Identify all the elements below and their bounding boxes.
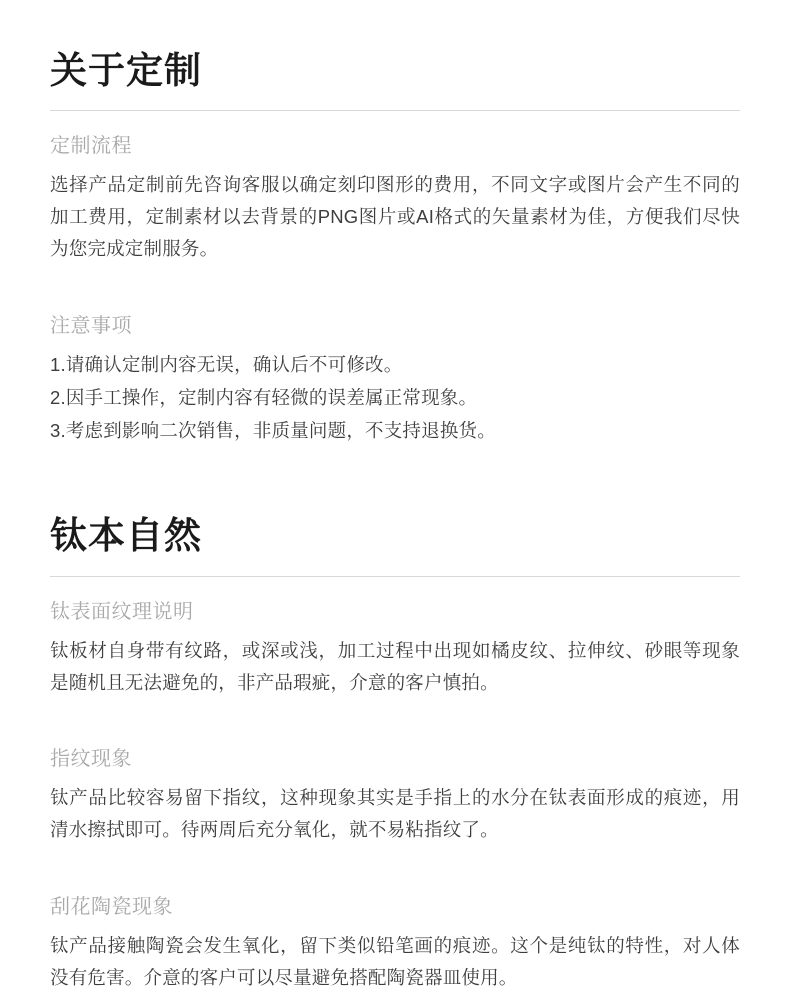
block-fingerprint: [50, 746, 740, 846]
section-about-customization: [50, 48, 740, 447]
block-ceramic-scratch: [50, 894, 740, 994]
paragraph-text: 选择产品定制前先咨询客服以确定刻印图形的费用，不同文字或图片会产生不同的加工费用，定制素材以去背景的PNG图片或AI格式的矢量素材为佳，方便我们尽快为您完成定制服务。: [50, 174, 740, 259]
list-item: 1.请确认定制内容无误，确认后不可修改。: [50, 353, 403, 375]
page-title: 关于定制: [50, 50, 202, 91]
subsection-title: 刮花陶瓷现象: [50, 895, 173, 918]
paragraph-text: 钛板材自身带有纹路，或深或浅，加工过程中出现如橘皮纹、拉伸纹、砂眼等现象是随机且无法避免的，非产品瑕疵，介意的客户慎拍。: [50, 639, 740, 693]
list-item: 2.因手工操作，定制内容有轻微的误差属正常现象。: [50, 386, 478, 408]
spacer: [50, 287, 740, 313]
block-customization-process: [50, 133, 740, 264]
spacer: [50, 868, 740, 894]
paragraph-text: 钛产品比较容易留下指纹，这种现象其实是手指上的水分在钛表面形成的痕迹，用清水擦拭即可。待两周后充分氧化，就不易粘指纹了。: [50, 787, 740, 841]
subsection-title: 钛表面纹理说明: [50, 600, 194, 623]
spacer: [50, 469, 740, 513]
section-divider: [50, 576, 740, 577]
section-divider: [50, 110, 740, 111]
block-notes: [50, 313, 740, 448]
subsection-title: 注意事项: [50, 314, 132, 337]
subsection-title: 定制流程: [50, 135, 132, 158]
section-titanium-nature: [50, 513, 740, 993]
paragraph-text: 钛产品接触陶瓷会发生氧化，留下类似铅笔画的痕迹。这个是纯钛的特性，对人体没有危害。介意的客户可以尽量避免搭配陶瓷器皿使用。: [50, 934, 740, 988]
subsection-title: 指纹现象: [50, 748, 132, 771]
page-title: 钛本自然: [50, 515, 202, 557]
block-surface-texture: [50, 599, 740, 699]
list-item: 3.考虑到影响二次销售，非质量问题，不支持退换货。: [50, 419, 496, 441]
spacer: [50, 720, 740, 746]
